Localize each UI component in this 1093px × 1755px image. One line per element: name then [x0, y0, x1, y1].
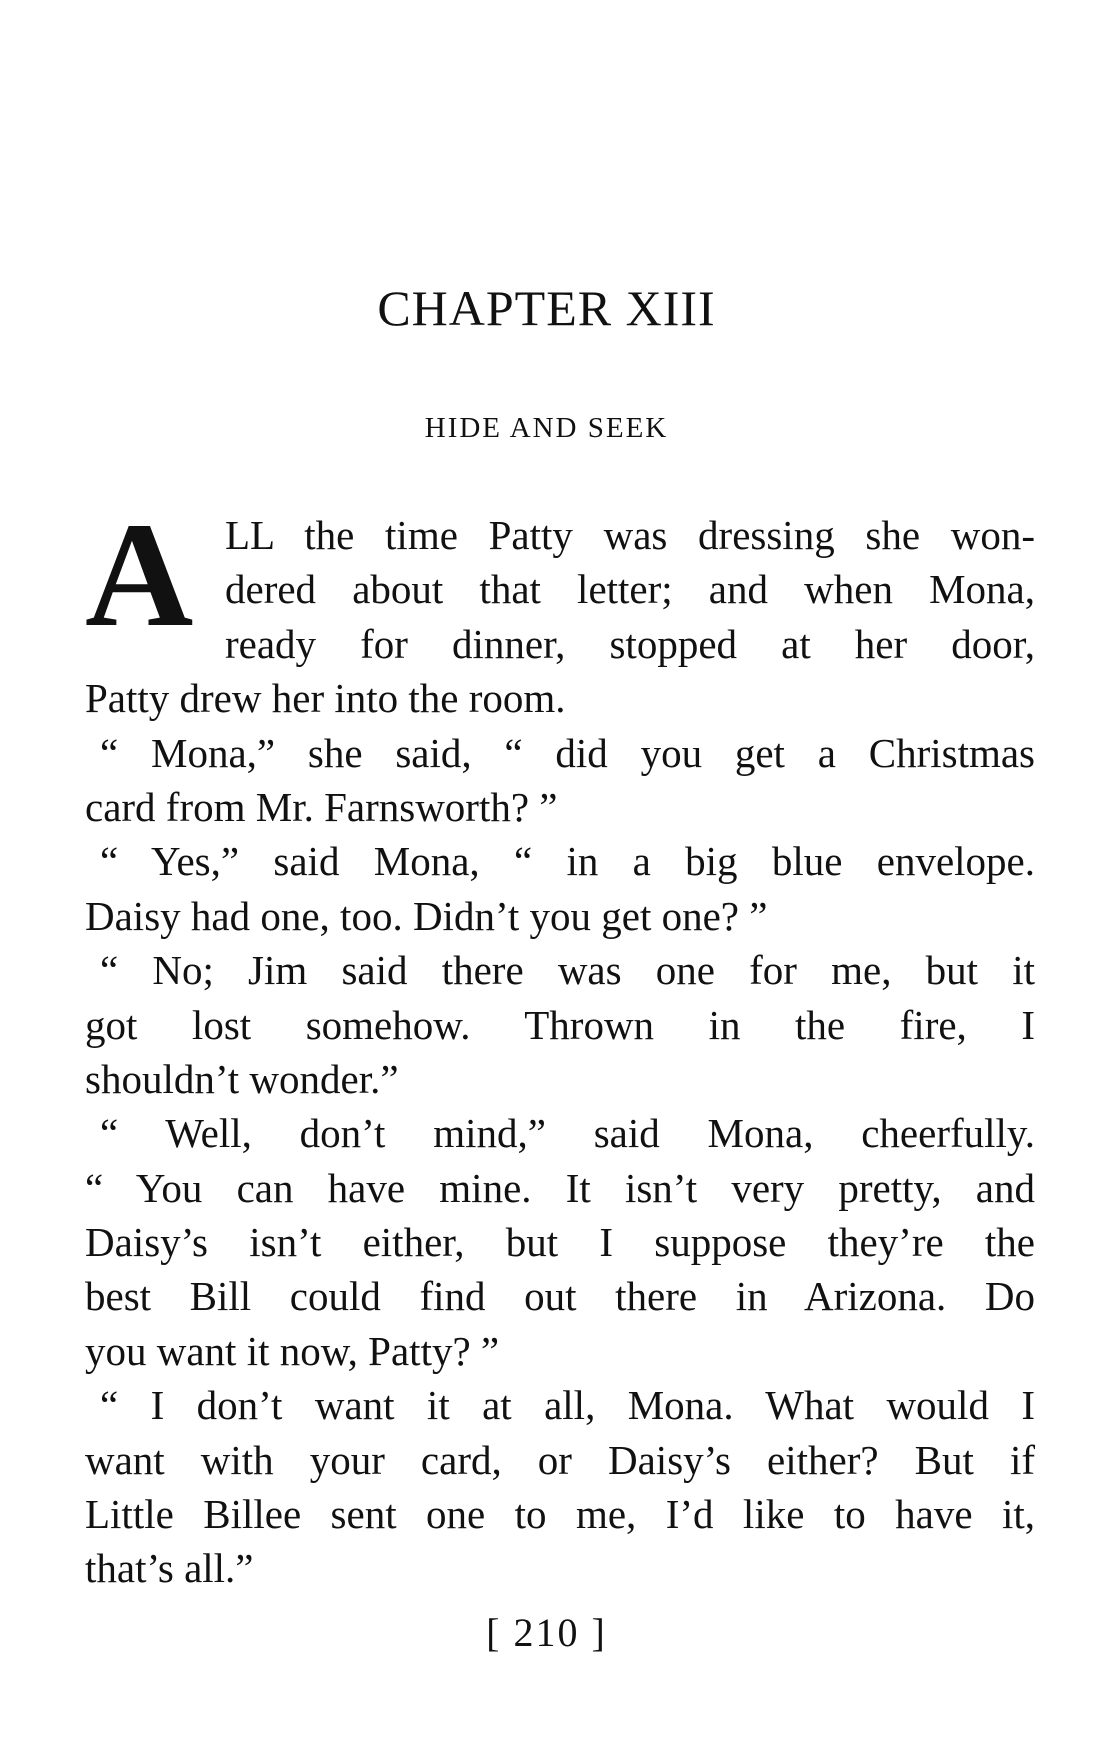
page-number: [ 210 ]: [486, 1610, 607, 1655]
text-line: best Bill could find out there in Arizona. Do: [85, 1273, 1035, 1320]
text-line: Patty drew her into the room.: [85, 675, 566, 722]
text-line: card from Mr. Farnsworth? ”: [85, 783, 558, 830]
text-line: Daisy’s isn’t either, but I suppose they’re the: [85, 1219, 1035, 1266]
text-line: that’s all.”: [85, 1545, 254, 1592]
text-line: “ I don’t want it at all, Mona. What would I: [100, 1382, 1035, 1429]
chapter-title: CHAPTER XIII: [377, 280, 716, 336]
body-text: [85, 492, 1035, 1596]
text-line: you want it now, Patty? ”: [85, 1327, 500, 1374]
text-line: “ Well, don’t mind,” said Mona, cheerfully.: [100, 1110, 1035, 1157]
text-line: dered about that letter; and when Mona,: [225, 566, 1035, 613]
text-line: “ You can have mine. It isn’t very pretty, and: [85, 1164, 1035, 1211]
drop-cap: A: [85, 492, 194, 658]
text-line: ready for dinner, stopped at her door,: [225, 620, 1035, 667]
text-line: LL the time Patty was dressing she won-: [225, 512, 1035, 558]
text-line: “ Yes,” said Mona, “ in a big blue envelope.: [100, 838, 1035, 885]
text-line: Little Billee sent one to me, I’d like to have it,: [85, 1491, 1035, 1538]
text-line: shouldn’t wonder.”: [85, 1055, 399, 1102]
text-line: “ No; Jim said there was one for me, but it: [100, 947, 1035, 994]
text-line: Daisy had one, too. Didn’t you get one? ”: [85, 892, 768, 939]
text-line: “ Mona,” she said, “ did you get a Christmas: [100, 729, 1035, 776]
text-line: want with your card, or Daisy’s either? But if: [85, 1436, 1035, 1483]
chapter-subtitle: HIDE AND SEEK: [424, 412, 669, 444]
text-line: got lost somehow. Thrown in the fire, I: [85, 1001, 1035, 1048]
